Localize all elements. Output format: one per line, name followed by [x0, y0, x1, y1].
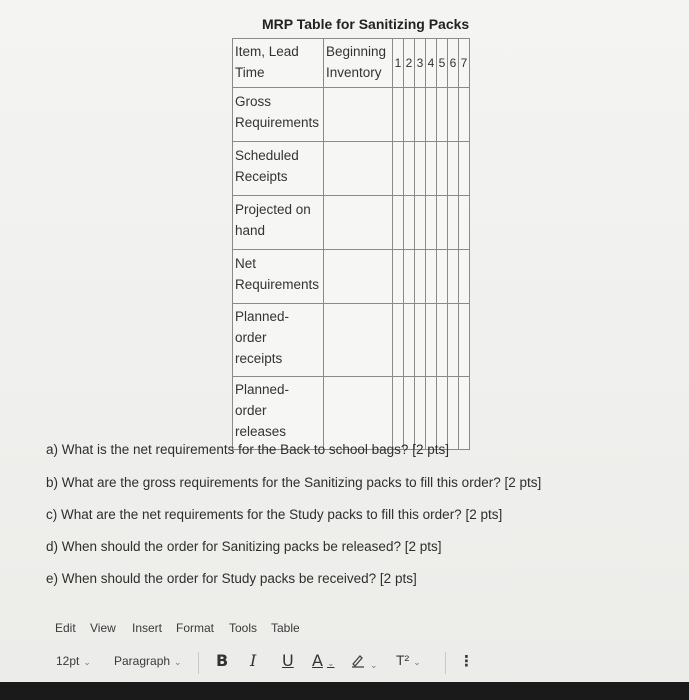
table-cell[interactable]	[393, 304, 404, 377]
row-label: Planned- order releases	[233, 377, 324, 450]
bottom-edge	[0, 682, 689, 700]
table-cell[interactable]	[393, 142, 404, 196]
header-period-5: 5	[437, 39, 448, 88]
table-cell[interactable]	[459, 196, 470, 250]
table-cell[interactable]	[324, 377, 393, 450]
table-cell[interactable]	[459, 250, 470, 304]
table-cell[interactable]	[404, 142, 415, 196]
table-cell[interactable]	[404, 250, 415, 304]
underline-button[interactable]: U	[282, 651, 294, 670]
row-planned-order-releases	[233, 377, 470, 450]
table-cell[interactable]	[437, 196, 448, 250]
table-cell[interactable]	[448, 196, 459, 250]
row-label: Net Requirements	[233, 250, 324, 304]
row-net-requirements	[233, 250, 470, 304]
header-period-6: 6	[448, 39, 459, 88]
table-cell[interactable]	[459, 377, 470, 450]
row-label: Projected on hand	[233, 196, 324, 250]
table-cell[interactable]	[404, 196, 415, 250]
table-cell[interactable]	[324, 88, 393, 142]
menu-table[interactable]: Table	[271, 621, 300, 635]
table-cell[interactable]	[393, 196, 404, 250]
row-label: Planned- order receipts	[233, 304, 324, 377]
table-cell[interactable]	[437, 377, 448, 450]
header-period-7: 7	[459, 39, 470, 88]
question-b: b) What are the gross requirements for the Sanitizing packs to fill this order? [2 pts]	[46, 475, 542, 490]
bold-button[interactable]: B	[216, 651, 229, 670]
header-period-2: 2	[404, 39, 415, 88]
editor-toolbar	[0, 648, 689, 678]
chevron-down-icon: ⌄	[326, 659, 335, 669]
table-cell[interactable]	[437, 304, 448, 377]
superscript-button[interactable]: T² ⌄	[396, 652, 421, 668]
question-a: a) What is the net requirements for the Back to school bags? [2 pts]	[46, 442, 449, 457]
table-title: MRP Table for Sanitizing Packs	[262, 16, 470, 32]
header-period-4: 4	[426, 39, 437, 88]
menu-insert[interactable]: Insert	[132, 621, 163, 635]
row-planned-order-receipts	[233, 304, 470, 377]
table-cell[interactable]	[324, 304, 393, 377]
row-gross-requirements	[233, 88, 470, 142]
table-cell[interactable]	[415, 88, 426, 142]
table-cell[interactable]	[437, 88, 448, 142]
menu-tools[interactable]: Tools	[229, 621, 258, 635]
table-cell[interactable]	[415, 377, 426, 450]
table-cell[interactable]	[426, 196, 437, 250]
text-color-button[interactable]: A ⌄	[312, 651, 335, 670]
table-cell[interactable]	[459, 142, 470, 196]
table-cell[interactable]	[437, 142, 448, 196]
header-item-lead-time: Item, Lead Time	[233, 39, 324, 88]
table-cell[interactable]	[459, 88, 470, 142]
mrp-table	[232, 38, 470, 450]
block-format-select[interactable]: Paragraph ⌄	[114, 654, 182, 668]
question-d: d) When should the order for Sanitizing packs be released? [2 pts]	[46, 539, 442, 554]
table-cell[interactable]	[448, 142, 459, 196]
toolbar-divider	[445, 652, 446, 674]
menu-edit[interactable]: Edit	[55, 621, 76, 635]
table-cell[interactable]	[415, 250, 426, 304]
table-cell[interactable]	[459, 304, 470, 377]
table-cell[interactable]	[448, 88, 459, 142]
chevron-down-icon: ⌄	[174, 657, 182, 667]
toolbar-divider	[198, 652, 199, 674]
table-cell[interactable]	[426, 377, 437, 450]
menu-format[interactable]: Format	[176, 621, 215, 635]
table-cell[interactable]	[448, 250, 459, 304]
chevron-down-icon: ⌄	[83, 657, 91, 667]
highlight-button[interactable]	[350, 652, 378, 671]
table-cell[interactable]	[324, 196, 393, 250]
row-projected-on-hand	[233, 196, 470, 250]
header-beginning-inventory: Beginning Inventory	[324, 39, 393, 88]
table-header-row	[233, 39, 470, 88]
table-cell[interactable]	[324, 142, 393, 196]
question-c: c) What are the net requirements for the Study packs to fill this order? [2 pts]	[46, 507, 503, 522]
table-cell[interactable]	[393, 377, 404, 450]
table-cell[interactable]	[404, 304, 415, 377]
chevron-down-icon: ⌄	[370, 660, 378, 670]
row-scheduled-receipts	[233, 142, 470, 196]
italic-button[interactable]: I	[250, 651, 257, 670]
header-period-3: 3	[415, 39, 426, 88]
table-cell[interactable]	[393, 88, 404, 142]
more-options-button[interactable]: ⋮	[459, 653, 474, 670]
table-cell[interactable]	[426, 250, 437, 304]
font-size-select[interactable]: 12pt ⌄	[56, 654, 91, 668]
table-cell[interactable]	[448, 304, 459, 377]
table-cell[interactable]	[426, 304, 437, 377]
table-cell[interactable]	[404, 377, 415, 450]
table-cell[interactable]	[448, 377, 459, 450]
table-cell[interactable]	[393, 250, 404, 304]
table-cell[interactable]	[324, 250, 393, 304]
table-cell[interactable]	[404, 88, 415, 142]
row-label: Scheduled Receipts	[233, 142, 324, 196]
table-cell[interactable]	[426, 88, 437, 142]
pen-icon	[350, 652, 366, 668]
table-cell[interactable]	[415, 196, 426, 250]
table-cell[interactable]	[426, 142, 437, 196]
question-e: e) When should the order for Study packs be received? [2 pts]	[46, 571, 417, 586]
row-label: Gross Requirements	[233, 88, 324, 142]
table-cell[interactable]	[415, 304, 426, 377]
header-period-1: 1	[393, 39, 404, 88]
table-cell[interactable]	[437, 250, 448, 304]
table-cell[interactable]	[415, 142, 426, 196]
chevron-down-icon: ⌄	[413, 657, 421, 667]
menu-view[interactable]: View	[90, 621, 116, 635]
